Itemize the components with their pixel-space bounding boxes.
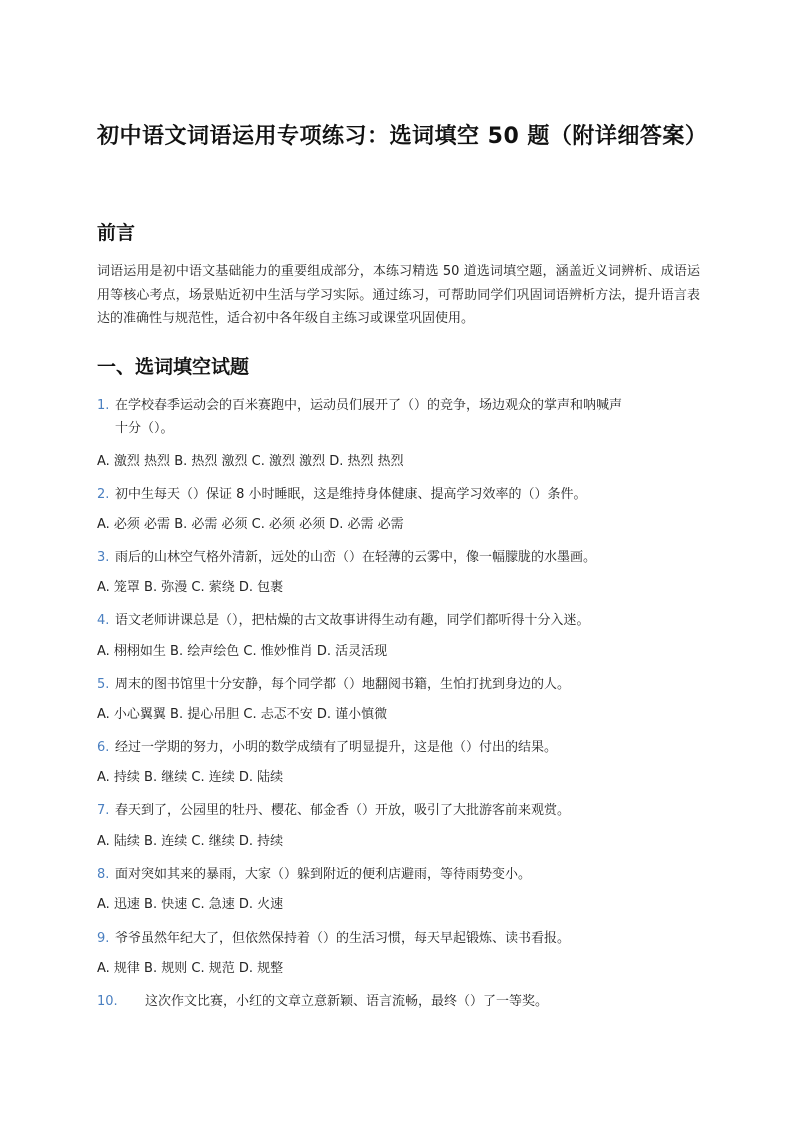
question-number: 1. <box>97 398 110 413</box>
question-number: 6. <box>97 740 110 755</box>
question-number: 8. <box>97 867 110 882</box>
section-heading: 一、选词填空试题 <box>97 356 250 378</box>
question-text-continued: 十分（）。 <box>115 421 174 436</box>
question-text: 爷爷虽然年纪大了，但依然保持着（）的生活习惯，每天早起锻炼、读书看报。 <box>115 931 571 946</box>
question-2-options: A. 必须 必需 B. 必需 必须 C. 必须 必须 D. 必需 必需 <box>97 517 404 532</box>
question-text: 在学校春季运动会的百米赛跑中，运动员们展开了（）的竞争，场边观众的掌声和呐喊声 <box>115 398 623 413</box>
question-4 <box>97 609 697 632</box>
question-5-options: A. 小心翼翼 B. 提心吊胆 C. 忐忑不安 D. 谨小慎微 <box>97 707 388 722</box>
question-text: 语文老师讲课总是（），把枯燥的古文故事讲得生动有趣，同学们都听得十分入迷。 <box>115 613 590 628</box>
question-text: 这次作文比赛，小红的文章立意新颖、语言流畅，最终（）了一等奖。 <box>145 994 549 1009</box>
question-6-options: A. 持续 B. 继续 C. 连续 D. 陆续 <box>97 770 284 785</box>
question-text: 经过一学期的努力，小明的数学成绩有了明显提升，这是他（）付出的结果。 <box>115 740 558 755</box>
question-text: 周末的图书馆里十分安静，每个同学都（）地翻阅书籍，生怕打扰到身边的人。 <box>115 677 571 692</box>
question-9-options: A. 规律 B. 规则 C. 规范 D. 规整 <box>97 961 284 976</box>
question-text: 面对突如其来的暴雨，大家（）躲到附近的便利店避雨，等待雨势变小。 <box>115 867 532 882</box>
question-6 <box>97 736 697 759</box>
question-2 <box>97 483 697 506</box>
question-5 <box>97 673 697 696</box>
preface-paragraph: 词语运用是初中语文基础能力的重要组成部分，本练习精选 50 道选词填空题，涵盖近义词辨析、成语运用等核心考点，场景贴近初中生活与学习实际。通过练习，可帮助同学们巩固词语辨析方法，提升语言表达的准确性与规范性，适合初中各年级自主练习或课堂巩固使用。 <box>97 264 700 326</box>
question-text: 春天到了，公园里的牡丹、樱花、郁金香（）开放，吸引了大批游客前来观赏。 <box>115 803 571 818</box>
question-number: 3. <box>97 550 110 565</box>
question-8-options: A. 迅速 B. 快速 C. 急速 D. 火速 <box>97 897 284 912</box>
question-7 <box>97 799 697 822</box>
question-number: 7. <box>97 803 110 818</box>
question-text: 雨后的山林空气格外清新，远处的山峦（）在轻薄的云雾中，像一幅朦胧的水墨画。 <box>115 550 597 565</box>
question-4-options: A. 栩栩如生 B. 绘声绘色 C. 惟妙惟肖 D. 活灵活现 <box>97 644 388 659</box>
question-number: 4. <box>97 613 110 628</box>
question-number: 10. <box>97 994 118 1009</box>
question-7-options: A. 陆续 B. 连续 C. 继续 D. 持续 <box>97 834 284 849</box>
question-text: 初中生每天（）保证 8 小时睡眠，这是维持身体健康、提高学习效率的（）条件。 <box>115 487 587 502</box>
question-number: 9. <box>97 931 110 946</box>
question-number: 2. <box>97 487 110 502</box>
question-9 <box>97 927 697 950</box>
question-1-options: A. 激烈 热烈 B. 热烈 激烈 C. 激烈 激烈 D. 热烈 热烈 <box>97 454 404 469</box>
question-3-options: A. 笼罩 B. 弥漫 C. 萦绕 D. 包裹 <box>97 580 284 595</box>
question-8 <box>97 863 697 886</box>
preface-heading: 前言 <box>97 222 136 244</box>
question-number: 5. <box>97 677 110 692</box>
question-10 <box>97 990 697 1013</box>
question-1 <box>97 394 697 440</box>
question-3 <box>97 546 697 569</box>
document-title: 初中语文词语运用专项练习：选词填空 50 题（附详细答案） <box>97 124 708 149</box>
